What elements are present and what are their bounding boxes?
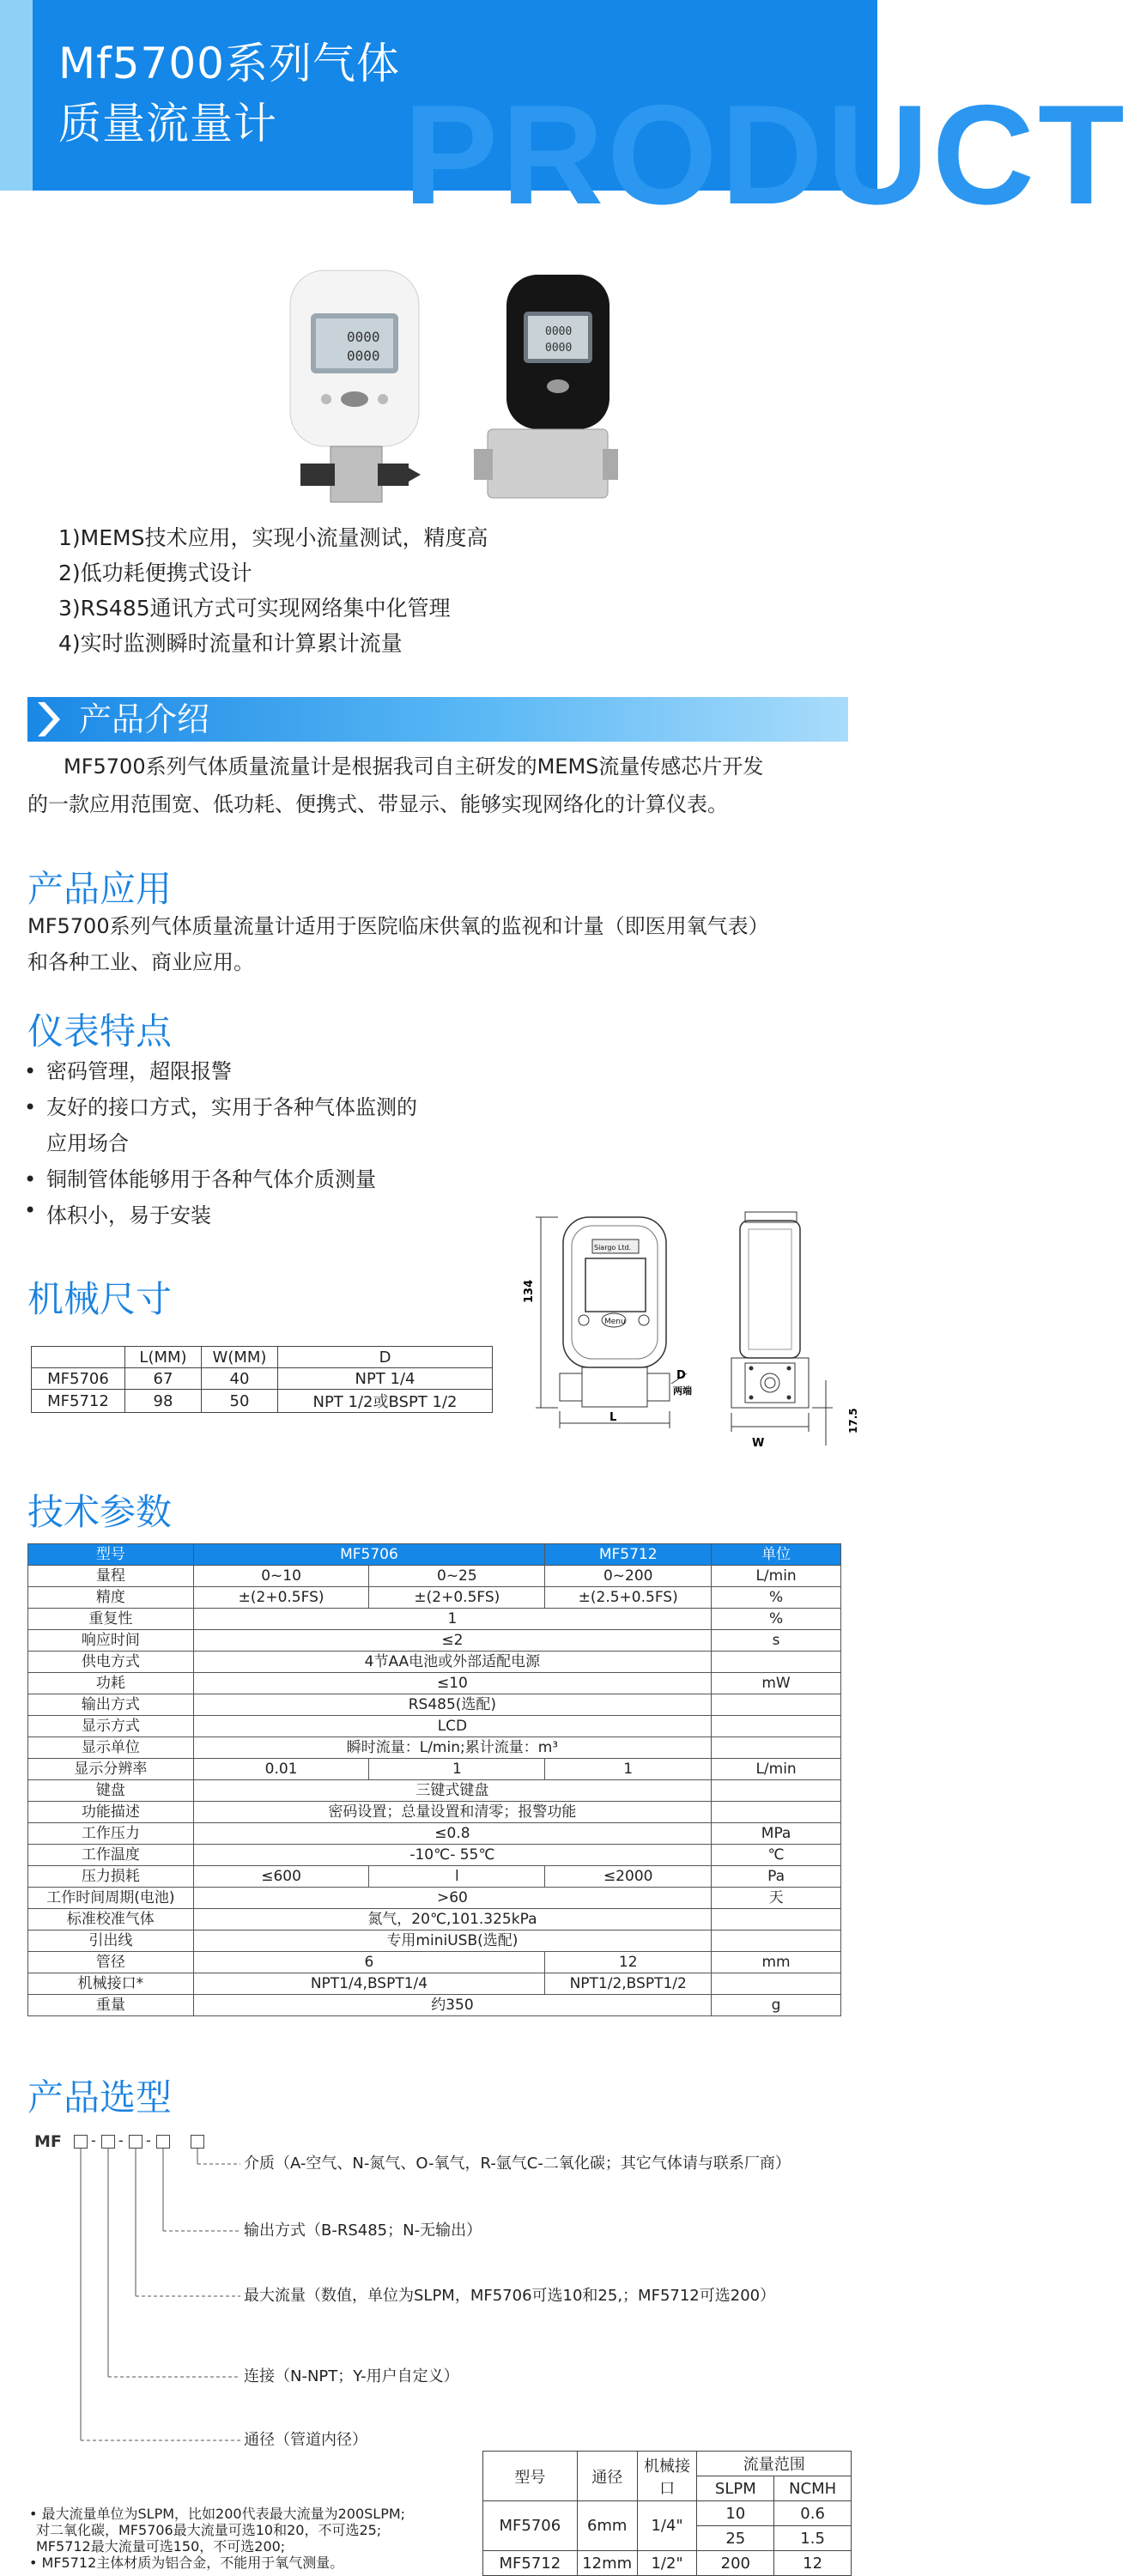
flow-range-table (482, 2451, 852, 2576)
intro-item-2: 2)低功耗便携式设计 (58, 561, 252, 585)
technical-drawing (506, 1202, 867, 1451)
table-header-row: L(MM) W(MM) D (32, 1347, 493, 1368)
table-row: 功能描述 密码设置；总量设置和清零；报警功能 (28, 1802, 841, 1823)
note-line: 对二氧化碳，MF5706最大流量可选10和20，不可选25; (36, 2522, 382, 2538)
chevron-right-icon (33, 700, 67, 738)
heading-tech: 技术参数 (27, 1491, 173, 1533)
table-row: 精度 ±(2+0.5FS) ±(2+0.5FS) ±(2.5+0.5FS) % (28, 1587, 841, 1609)
table-row: 响应时间 ≤2 s (28, 1630, 841, 1652)
heading-selection: 产品选型 (27, 2076, 173, 2118)
black-meter-reading-a: 0000 (545, 325, 573, 338)
feature-item: • 铜制管体能够用于各种气体介质测量 (24, 1167, 376, 1191)
table-row: 机械接口* NPT1/4,BSPT1/4 NPT1/2,BSPT1/2 (28, 1973, 841, 1995)
table-row: MF5712 12mm 1/2" 200 12 (483, 2551, 852, 2576)
black-meter-reading-b: 0000 (545, 342, 573, 355)
tech-params-table (27, 1543, 841, 2016)
table-row: 工作时间周期(电池) >60 天 (28, 1888, 841, 1909)
section-title-intro: 产品介绍 (79, 700, 210, 738)
table-row: 显示单位 瞬时流量：L/min;累计流量：m³ (28, 1737, 841, 1759)
table-row: 管径 6 12 mm (28, 1952, 841, 1973)
table-row: 功耗 ≤10 mW (28, 1673, 841, 1694)
table-row: 显示方式 LCD (28, 1716, 841, 1737)
table-row: 压力损耗 ≤600 l ≤2000 Pa (28, 1866, 841, 1888)
table-header-row: 型号 通径 机械接口 流量范围 (483, 2452, 852, 2476)
note-line: • MF5712主体材质为铝合金，不能用于氧气测量。 (29, 2555, 344, 2571)
table-row: 工作温度 -10℃- 55℃ ℃ (28, 1845, 841, 1866)
dim-d-label: D (676, 1369, 686, 1382)
table-row: 供电方式 4节AA电池或外部适配电源 (28, 1652, 841, 1673)
intro-item-3: 3)RS485通讯方式可实现网络集中化管理 (58, 596, 451, 621)
intro-text-line1: MF5700系列气体质量流量计是根据我司自主研发的MEMS流量传感芯片开发 (64, 755, 764, 779)
dim-height-label: 134 (523, 1279, 536, 1303)
heading-features: 仪表特点 (27, 1010, 173, 1052)
note-line: MF5712最大流量可选150，不可选200; (36, 2538, 286, 2555)
dim-d-note: 两端 (673, 1385, 692, 1397)
feature-item-cont: 应用场合 (46, 1131, 129, 1155)
selection-label-diameter: 通径（管道内径） (244, 2431, 367, 2449)
header-banner (0, 0, 1128, 233)
model-prefix: MF (34, 2132, 62, 2151)
table-row: 25 1.5 (483, 2526, 852, 2551)
intro-item-4: 4)实时监测瞬时流量和计算累计流量 (58, 631, 403, 656)
selection-leader-lines (69, 2149, 240, 2449)
white-meter-image (290, 270, 421, 502)
page-title-line2: 质量流量计 (58, 99, 277, 148)
white-meter-reading-b: 0000 (347, 348, 380, 364)
table-row: MF5706 6mm 1/4" 10 0.6 (483, 2501, 852, 2526)
svg-text:Menu: Menu (604, 1318, 626, 1326)
table-row: 量程 0~10 0~25 0~200 L/min (28, 1566, 841, 1587)
table-header-row: SLPM NCMH (483, 2476, 852, 2501)
note-line: • 最大流量单位为SLPM，比如200代表最大流量为200SLPM; (29, 2506, 406, 2522)
feature-item: • 体积小，易于安装 (24, 1198, 211, 1227)
table-row: 键盘 三键式键盘 (28, 1780, 841, 1802)
dimensions-table (31, 1346, 493, 1413)
code-box-4 (156, 2135, 170, 2149)
selection-label-output: 输出方式（B-RS485；N-无输出） (244, 2221, 482, 2240)
header-stripe (0, 0, 33, 191)
table-row: 显示分辨率 0.01 1 1 L/min (28, 1759, 841, 1780)
black-meter-image (474, 275, 618, 498)
dim-17-5-label: 17.5 (847, 1408, 859, 1433)
table-row: 重量 约350 g (28, 1995, 841, 2016)
application-text-line2: 和各种工业、商业应用。 (27, 950, 254, 974)
code-box-1 (74, 2135, 88, 2149)
code-dash: - (118, 2132, 124, 2149)
page-title-line1: Mf5700系列气体 (58, 39, 400, 88)
application-text-line1: MF5700系列气体质量流量计适用于医院临床供氧的监视和计量（即医用氧气表） (27, 914, 769, 938)
dim-w-label: W (752, 1437, 765, 1450)
table-row: MF5712 98 50 NPT 1/2或BSPT 1/2 (32, 1390, 493, 1413)
intro-item-1: 1)MEMS技术应用，实现小流量测试，精度高 (58, 525, 488, 550)
white-meter-reading-a: 0000 (347, 329, 380, 345)
code-box-5 (191, 2135, 204, 2149)
code-dash: - (146, 2132, 151, 2149)
table-header-row: 型号 MF5706 MF5712 单位 (28, 1544, 841, 1566)
heading-application: 产品应用 (27, 868, 173, 910)
table-row: 输出方式 RS485(选配) (28, 1694, 841, 1716)
dim-l-label: L (609, 1411, 617, 1424)
code-dash: - (91, 2132, 96, 2149)
code-box-2 (101, 2135, 115, 2149)
table-row: 引出线 专用miniUSB(选配) (28, 1930, 841, 1952)
feature-item: • 友好的接口方式，实用于各种气体监测的 (24, 1095, 417, 1119)
selection-label-maxflow: 最大流量（数值，单位为SLPM，MF5706可选10和25,；MF5712可选200） (244, 2287, 776, 2305)
heading-mechanical: 机械尺寸 (27, 1278, 173, 1320)
intro-text-line2: 的一款应用范围宽、低功耗、便携式、带显示、能够实现网络化的计算仪表。 (27, 792, 728, 816)
table-row: MF5706 67 40 NPT 1/4 (32, 1368, 493, 1390)
table-row: 工作压力 ≤0.8 MPa (28, 1823, 841, 1845)
code-box-3 (129, 2135, 143, 2149)
header-bg-word: PRODUCT (403, 76, 1128, 233)
table-row: 重复性 1 % (28, 1609, 841, 1630)
selection-label-connection: 连接（N-NPT；Y-用户自定义） (244, 2367, 459, 2385)
selection-label-medium: 介质（A-空气、N-氮气、O-氧气，R-氩气C-二氧化碳；其它气体请与联系厂商） (244, 2155, 791, 2173)
table-row: 标准校准气体 氮气，20℃,101.325kPa (28, 1909, 841, 1930)
feature-item: • 密码管理，超限报警 (24, 1059, 232, 1083)
product-photo (283, 262, 618, 511)
svg-text:Siargo Ltd.: Siargo Ltd. (594, 1244, 632, 1252)
